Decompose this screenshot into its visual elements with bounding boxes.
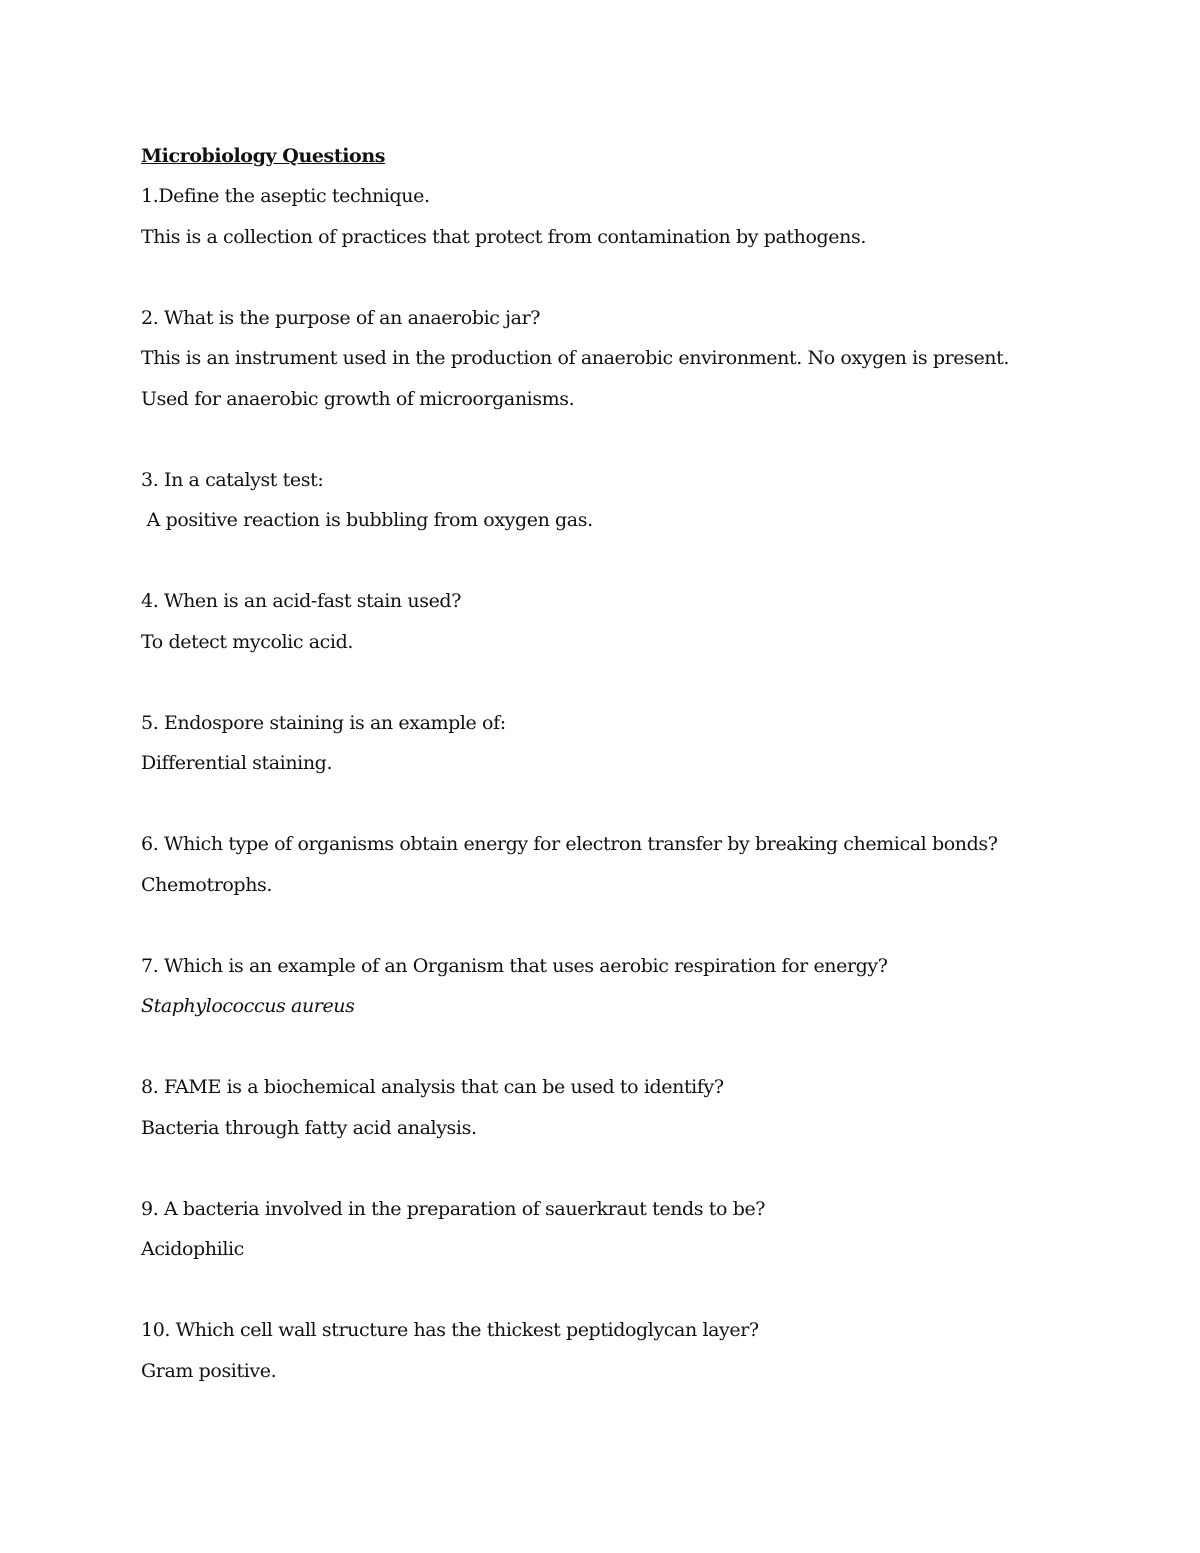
- question-3: 3. In a catalyst test:: [141, 468, 324, 491]
- answer-1: This is a collection of practices that protect from contamination by pathogens.: [141, 225, 866, 248]
- answer-7: Staphylococcus aureus: [141, 995, 355, 1017]
- question-8: 8. FAME is a biochemical analysis that can be used to identify?: [141, 1076, 724, 1098]
- answer-2-line-2: Used for anaerobic growth of microorganisms.: [141, 387, 575, 410]
- question-9: 9. A bacteria involved in the preparation of sauerkraut tends to be?: [141, 1197, 766, 1220]
- answer-8: Bacteria through fatty acid analysis.: [141, 1116, 477, 1139]
- question-2: 2. What is the purpose of an anaerobic jar?: [141, 306, 541, 329]
- answer-9: Acidophilic: [141, 1238, 244, 1260]
- question-5: 5. Endospore staining is an example of:: [141, 711, 506, 734]
- answer-2-line-1: This is an instrument used in the production of anaerobic environment. No oxygen is present.: [141, 347, 1010, 369]
- question-6: 6. Which type of organisms obtain energy for electron transfer by breaking chemical bonds?: [141, 833, 998, 855]
- question-4: 4. When is an acid-fast stain used?: [141, 590, 461, 612]
- answer-6: Chemotrophs.: [141, 873, 273, 896]
- answer-5: Differential staining.: [141, 752, 333, 774]
- answer-4: To detect mycolic acid.: [141, 630, 353, 653]
- answer-10: Gram positive.: [141, 1359, 277, 1382]
- question-10: 10. Which cell wall structure has the thickest peptidoglycan layer?: [141, 1319, 759, 1341]
- document-page: [141, 140, 1081, 1395]
- question-1: 1.Define the aseptic technique.: [141, 185, 430, 207]
- document-title: Microbiology Questions: [141, 145, 386, 167]
- answer-3: A positive reaction is bubbling from oxygen gas.: [141, 509, 593, 531]
- question-7: 7. Which is an example of an Organism that uses aerobic respiration for energy?: [141, 954, 888, 977]
